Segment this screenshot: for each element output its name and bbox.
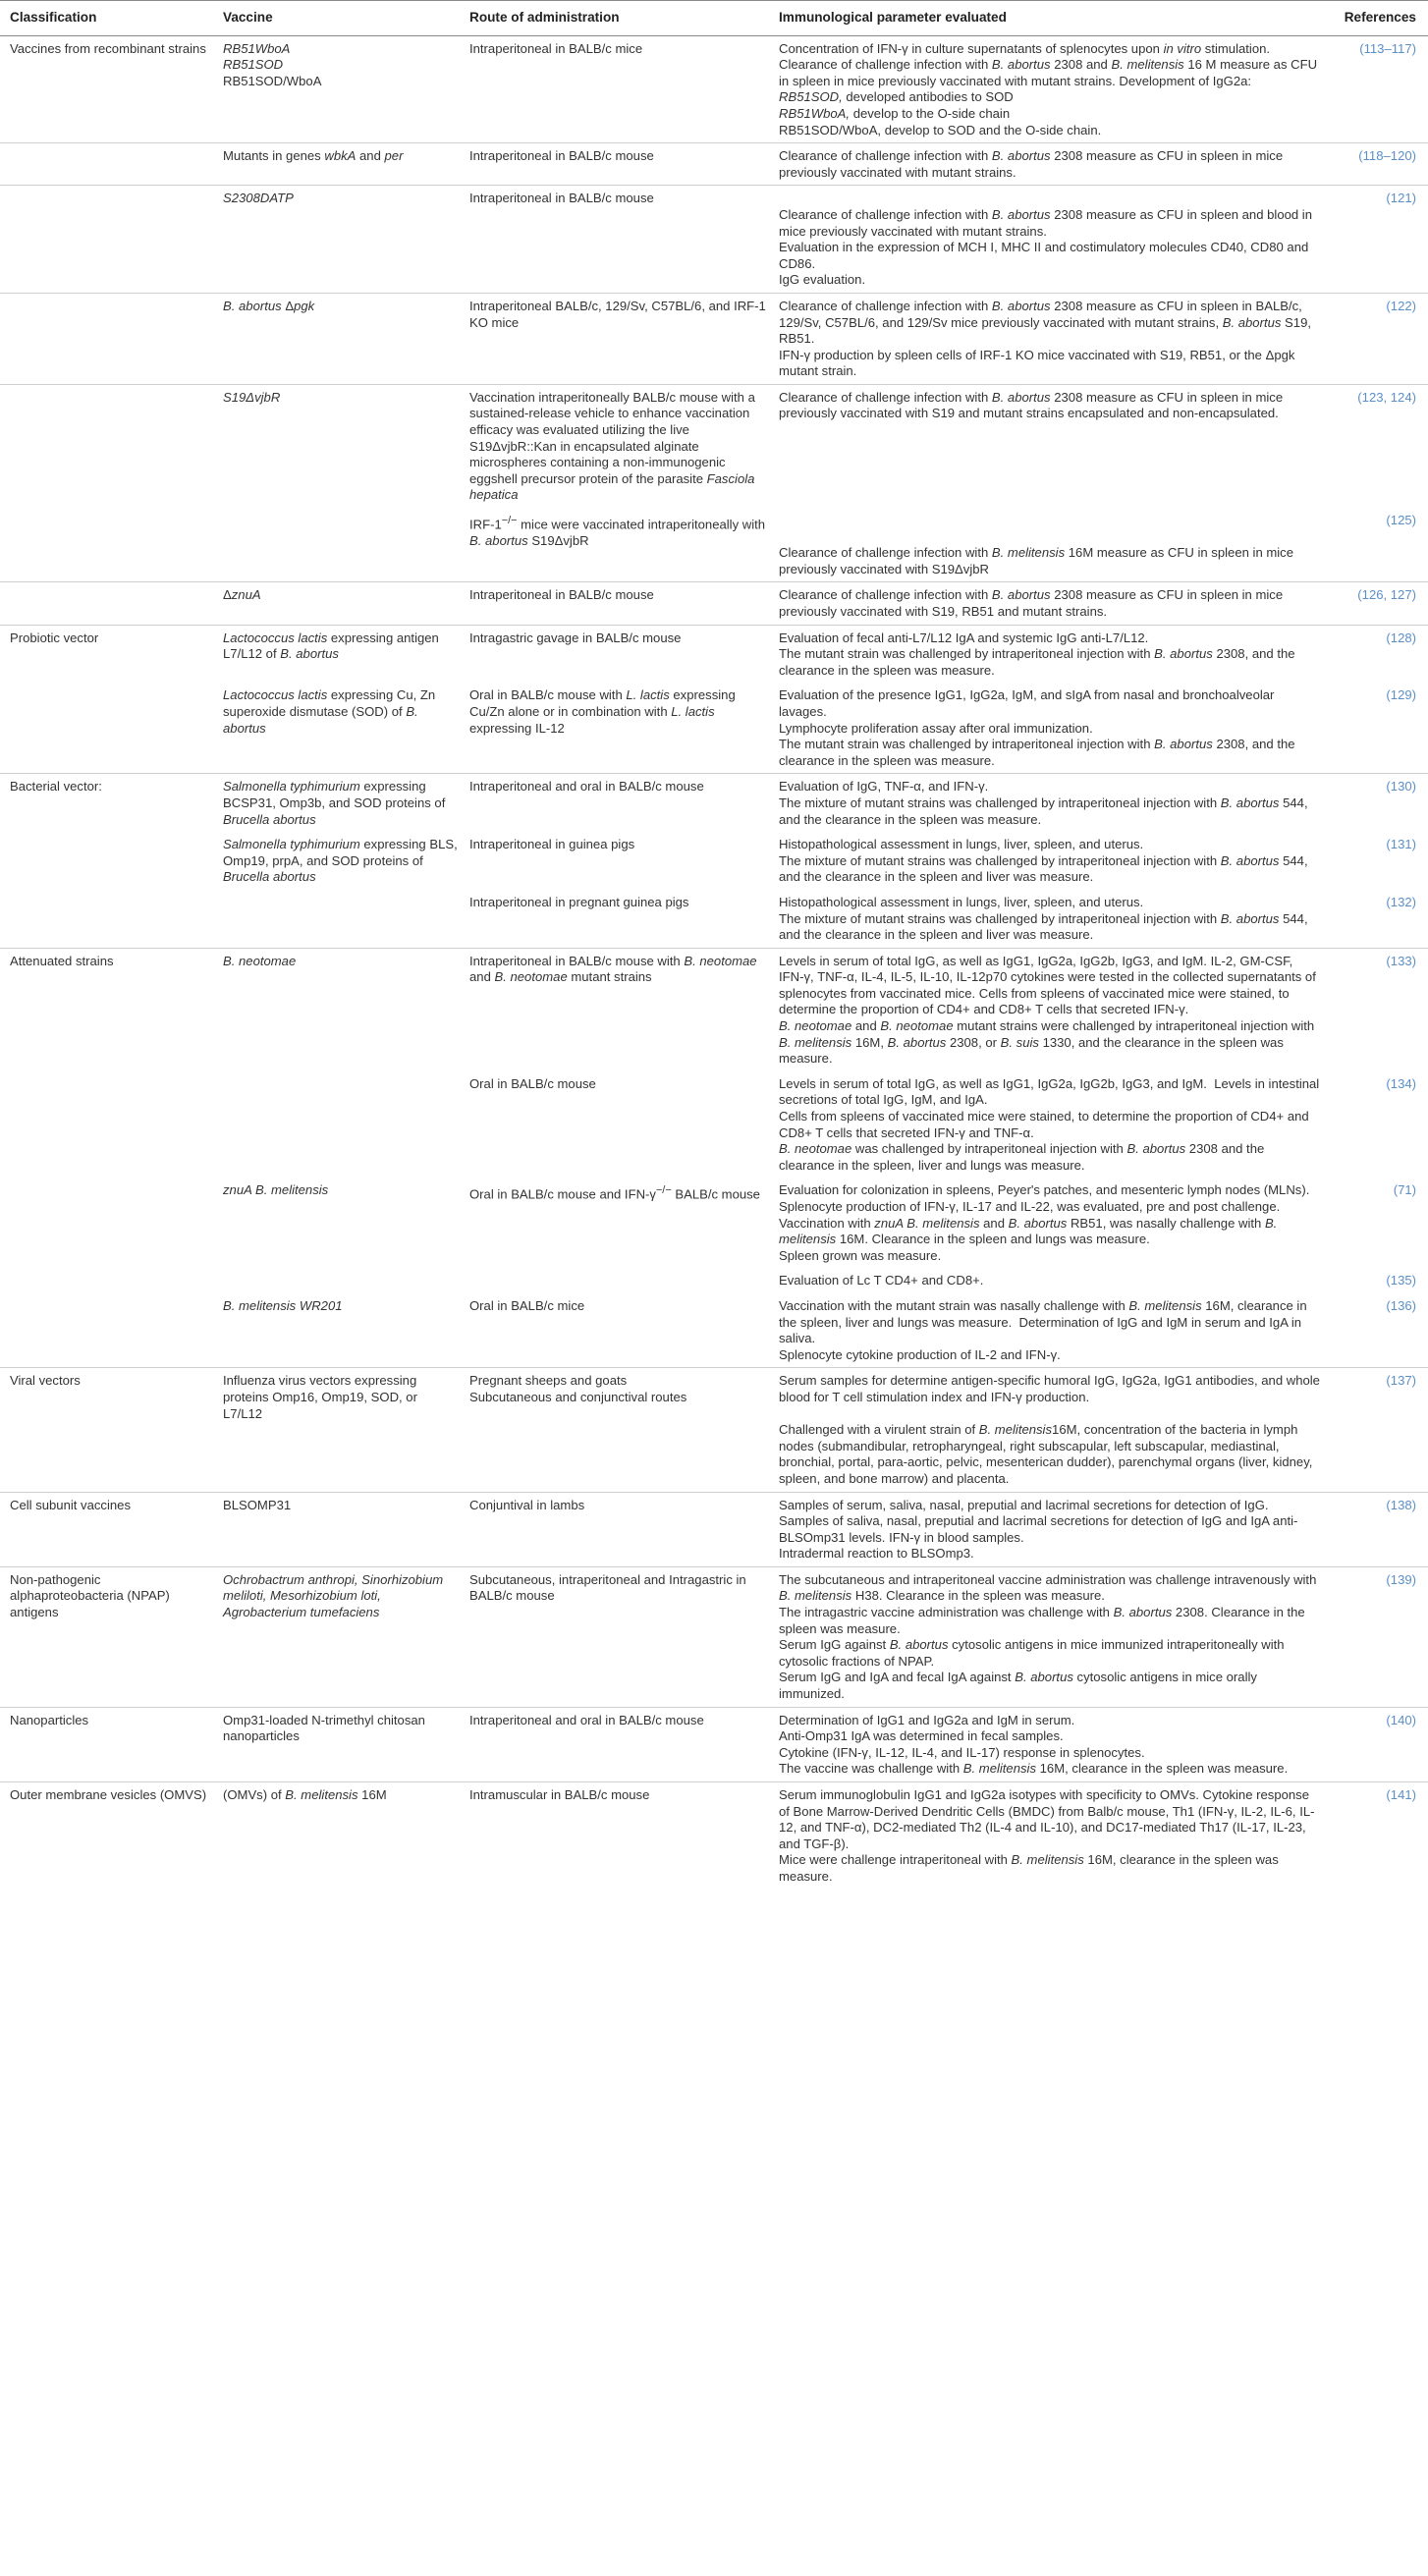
table-row <box>0 1492 1428 1566</box>
cell-classification: Probiotic vector <box>10 630 99 645</box>
table-row <box>0 832 1428 890</box>
cell-classification <box>0 832 213 890</box>
cell-route: Intraperitoneal and oral in BALB/c mouse <box>469 779 704 795</box>
cell-route: Intraperitoneal and oral in BALB/c mouse <box>460 1707 769 1781</box>
table-row <box>0 143 1428 186</box>
cell-classification: Cell subunit vaccines <box>0 1492 213 1566</box>
table-row <box>0 1566 1428 1707</box>
cell-references[interactable]: (130) <box>1386 779 1416 795</box>
cell-references[interactable]: (138) <box>1320 1492 1428 1566</box>
cell-references[interactable]: (128) <box>1386 630 1416 645</box>
cell-references[interactable]: (126, 127) <box>1320 582 1428 625</box>
cell-references[interactable]: (132) <box>1320 890 1428 948</box>
table-header <box>0 1 1428 36</box>
cell-vaccine: (OMVs) of B. melitensis 16M <box>223 1787 387 1802</box>
cell-classification: Outer membrane vesicles (OMVS) <box>10 1787 207 1802</box>
cell-route <box>460 1268 769 1293</box>
cell-route: Subcutaneous, intraperitoneal and Intragastric in BALB/c mouse <box>460 1566 769 1707</box>
cell-classification: Nanoparticles <box>0 1707 213 1781</box>
cell-parameter: Evaluation of Lc T CD4+ and CD8+. <box>779 1273 984 1288</box>
cell-route: Intraperitoneal BALB/c, 129/Sv, C57BL/6, and IRF-1 KO mice <box>460 293 769 384</box>
table-row <box>0 1268 1428 1293</box>
cell-classification <box>0 1268 213 1293</box>
cell-classification <box>0 384 213 508</box>
cell-references[interactable]: (113–117) <box>1320 35 1428 143</box>
cell-references[interactable]: (125) <box>1320 508 1428 582</box>
table-row <box>0 582 1428 625</box>
cell-parameter: Histopathological assessment in lungs, liver, spleen, and uterus. The mixture of mutant strains was challenged by intraperitoneal injection with B. abortus 544, and the clearance in the spleen and liver was measure. <box>779 837 1308 885</box>
cell-route: Intraperitoneal in BALB/c mouse <box>460 143 769 186</box>
cell-references[interactable]: (139) <box>1320 1566 1428 1707</box>
table-row <box>0 890 1428 948</box>
cell-parameter: Clearance of challenge infection with B. abortus 2308 measure as CFU in spleen in mice previously vaccinated with mutant strains. <box>769 143 1320 186</box>
cell-references[interactable]: (140) <box>1320 1707 1428 1781</box>
cell-references[interactable]: (133) <box>1386 953 1416 968</box>
header-classification: Classification <box>0 1 213 36</box>
cell-parameter: Samples of serum, saliva, nasal, preputial and lacrimal secretions for detection of IgG. Samples of saliva, nasal, preputial and lacrimal secretions for detection of IgG and IgA anti-BLSOmp31 levels. IFN-γ in blood samples. Intradermal reaction to BLSOmp3. <box>769 1492 1320 1566</box>
table-row <box>0 1293 1428 1368</box>
cell-parameter: Clearance of challenge infection with B. abortus 2308 measure as CFU in spleen in BALB/c, 129/Sv, C57BL/6, and 129/Sv mice previously vaccinated with mutant strains, B. abortus S19, RB51. IFN-γ production by spleen cells of IRF-1 KO mice vaccinated with S19, RB51, or the Δpgk mutant strain. <box>769 293 1320 384</box>
cell-route: Intraperitoneal in BALB/c mouse <box>460 582 769 625</box>
cell-route: Intraperitoneal in BALB/c mouse with B. neotomae and B. neotomae mutant strains <box>469 953 757 985</box>
table-row <box>0 1178 1428 1268</box>
cell-parameter: Levels in serum of total IgG, as well as IgG1, IgG2a, IgG2b, IgG3, and IgM. IL-2, GM-CSF, IFN-γ, TNF-α, IL-4, IL-5, IL-10, IL-12p70 cytokines were tested in the collected supernatants of splenocytes from vaccinated mice. Cells from spleens of vaccinated mice were stained, to determine the proportion of CD4+ and CD8+ T cells that secreted IFN-γ. B. neotomae and B. neotomae mutant strains were challenged by intraperitoneal injection with B. melitensis 16M, B. abortus 2308, or B. suis 1330, and the clearance in the spleen was measure. <box>779 953 1316 1067</box>
table-row <box>0 384 1428 508</box>
table-body <box>0 35 1428 1889</box>
cell-classification <box>0 1178 213 1268</box>
cell-references[interactable]: (141) <box>1386 1787 1416 1802</box>
cell-route: Conjuntival in lambs <box>460 1492 769 1566</box>
cell-parameter: Clearance of challenge infection with B. abortus 2308 measure as CFU in spleen in mice previously vaccinated with S19 and mutant strains encapsulated and non-encapsulated. <box>779 389 1284 421</box>
cell-route: Intramuscular in BALB/c mouse <box>469 1787 650 1802</box>
header-references: References <box>1320 1 1428 36</box>
cell-route: Intraperitoneal in guinea pigs <box>469 837 635 852</box>
cell-classification <box>0 508 213 582</box>
table-row <box>0 1782 1428 1890</box>
header-route: Route of administration <box>460 1 769 36</box>
cell-vaccine: B. abortus Δpgk <box>213 293 460 384</box>
cell-classification <box>0 293 213 384</box>
cell-vaccine: B. neotomae <box>223 953 297 968</box>
cell-references[interactable]: (123, 124) <box>1357 389 1416 405</box>
cell-classification: Attenuated strains <box>10 953 114 968</box>
header-parameter: Immunological parameter evaluated <box>769 1 1320 36</box>
cell-parameter: Clearance of challenge infection with B. abortus 2308 measure as CFU in spleen in mice previously vaccinated with S19, RB51 and mutant strains. <box>769 582 1320 625</box>
cell-references[interactable]: (134) <box>1386 1075 1416 1091</box>
table-row <box>0 683 1428 773</box>
cell-classification: Viral vectors <box>0 1368 213 1492</box>
cell-vaccine: RB51WboA RB51SOD RB51SOD/WboA <box>213 35 460 143</box>
cell-route: Oral in BALB/c mouse <box>469 1075 596 1091</box>
cell-vaccine: Influenza virus vectors expressing proteins Omp16, Omp19, SOD, or L7/L12 <box>213 1368 460 1492</box>
cell-classification: Bacterial vector: <box>10 779 102 795</box>
cell-parameter: Clearance of challenge infection with B. abortus 2308 measure as CFU in spleen and blood in mice previously vaccinated with mutant strains. Evaluation in the expression of MCH I, MHC II and costimulatory molecules CD40, CD80 and CD86. IgG evaluation. <box>769 186 1320 294</box>
cell-route: Intraperitoneal in BALB/c mice <box>460 35 769 143</box>
cell-route: Oral in BALB/c mouse with L. lactis expressing Cu/Zn alone or in combination with L. lactis expressing IL-12 <box>460 683 769 773</box>
cell-classification: Vaccines from recombinant strains <box>0 35 213 143</box>
cell-vaccine <box>213 1268 460 1293</box>
cell-parameter: Evaluation of IgG, TNF-α, and IFN-γ. The mixture of mutant strains was challenged by intraperitoneal injection with B. abortus 544, and the clearance in the spleen was measure. <box>779 779 1308 827</box>
cell-parameter: Levels in serum of total IgG, as well as IgG1, IgG2a, IgG2b, IgG3, and IgM. Levels in intestinal secretions of total IgG, IgM, and IgA. Cells from spleens of vaccinated mice were stained, to determine the proportion of CD4+ and CD8+ T cells that secreted IFN-γ and TNF-α. B. neotomae was challenged by intraperitoneal injection with B. abortus 2308 and the clearance in the spleen, liver and lungs was measure. <box>779 1075 1320 1173</box>
cell-classification <box>0 1071 213 1178</box>
header-vaccine: Vaccine <box>213 1 460 36</box>
table-row <box>0 948 1428 1071</box>
cell-parameter: Determination of IgG1 and IgG2a and IgM in serum. Anti-Omp31 IgA was determined in fecal samples. Cytokine (IFN-γ, IL-12, IL-4, and IL-17) response in splenocytes. The vaccine was challenge with B. melitensis 16M, clearance in the spleen was measure. <box>769 1707 1320 1781</box>
cell-references[interactable]: (71) <box>1393 1182 1416 1198</box>
cell-parameter: Vaccination with the mutant strain was nasally challenge with B. melitensis 16M, clearance in the spleen, liver and lungs was measure. Determination of IgG and IgM in serum and IgA in saliva. Splenocyte cytokine production of IL-2 and IFN-γ. <box>769 1293 1320 1368</box>
cell-vaccine: Salmonella typhimurium expressing BLS, Omp19, prpA, and SOD proteins of Brucella abortus <box>223 837 458 885</box>
cell-route: Oral in BALB/c mice <box>460 1293 769 1368</box>
cell-parameter: Serum samples for determine antigen-specific humoral IgG, IgG2a, IgG1 antibodies, and whole blood for T cell stimulation index and IFN-γ production. Challenged with a virulent strain of B. melitensis16M, concentration of the bacteria in lymph nodes (submandibular, retropharyngeal, right subscapular, left subscapular, mediastinal, bronchial, portal, para-aortic, pelvic, mesenterican dudder), parenchymal organs (liver, kidney, spleen, and bone marrow) and placenta. <box>769 1368 1320 1492</box>
cell-route: Intragastric gavage in BALB/c mouse <box>469 630 682 645</box>
cell-vaccine: Lactococcus lactis expressing Cu, Zn superoxide dismutase (SOD) of B. abortus <box>213 683 460 773</box>
cell-references[interactable]: (131) <box>1386 837 1416 852</box>
cell-route: Vaccination intraperitoneally BALB/c mouse with a sustained-release vehicle to enhance vaccination efficacy was evaluated utilizing the live S19ΔvjbR::Kan in encapsulated alginate microspheres containing a non-immunogenic eggshell precursor protein of the parasite Fasciola hepatica <box>469 389 755 503</box>
cell-classification <box>0 1293 213 1368</box>
table-row <box>0 186 1428 294</box>
cell-vaccine <box>213 890 460 948</box>
cell-vaccine: S2308DATP <box>213 186 460 294</box>
cell-route: Intraperitoneal in BALB/c mouse <box>460 186 769 294</box>
cell-vaccine: Omp31-loaded N-trimethyl chitosan nanoparticles <box>213 1707 460 1781</box>
cell-route: Oral in BALB/c mouse and IFN-γ−/− BALB/c mouse <box>469 1184 760 1202</box>
cell-vaccine: S19ΔvjbR <box>223 389 281 405</box>
table-row <box>0 774 1428 832</box>
cell-route: Pregnant sheeps and goats Subcutaneous and conjunctival routes <box>460 1368 769 1492</box>
cell-parameter: Evaluation for colonization in spleens, Peyer's patches, and mesenteric lymph nodes (MLNs). Splenocyte production of IFN-γ, IL-17 and IL-22, was evaluated, pre and post challenge. Vaccination with znuA B. melitensis and B. abortus RB51, was nasally challenge with B. melitensis 16M. Clearance in the spleen and lungs was measure. Spleen grown was measure. <box>779 1182 1310 1263</box>
cell-vaccine: ΔznuA <box>213 582 460 625</box>
cell-vaccine: Salmonella typhimurium expressing BCSP31, Omp3b, and SOD proteins of Brucella abortus <box>223 779 446 827</box>
cell-parameter: Histopathological assessment in lungs, liver, spleen, and uterus. The mixture of mutant strains was challenged by intraperitoneal injection with B. abortus 544, and the clearance in the spleen and liver was measure. <box>769 890 1320 948</box>
table-row <box>0 1071 1428 1178</box>
cell-classification <box>0 186 213 294</box>
cell-references[interactable]: (122) <box>1320 293 1428 384</box>
cell-vaccine <box>213 1071 460 1178</box>
cell-references[interactable]: (137) <box>1320 1368 1428 1492</box>
cell-vaccine: B. melitensis WR201 <box>213 1293 460 1368</box>
cell-vaccine <box>213 508 460 582</box>
table-row <box>0 625 1428 683</box>
header-row <box>0 1 1428 36</box>
cell-vaccine: Lactococcus lactis expressing antigen L7/L12 of B. abortus <box>223 630 439 662</box>
cell-references[interactable]: (129) <box>1320 683 1428 773</box>
cell-route: IRF-1−/− mice were vaccinated intraperitoneally with B. abortus S19ΔvjbR <box>460 508 769 582</box>
cell-references[interactable]: (121) <box>1320 186 1428 294</box>
cell-vaccine: znuA B. melitensis <box>223 1182 329 1198</box>
cell-classification <box>0 143 213 186</box>
cell-vaccine: BLSOMP31 <box>213 1492 460 1566</box>
cell-references[interactable]: (136) <box>1320 1293 1428 1368</box>
cell-classification: Non-pathogenic alphaproteobacteria (NPAP) antigens <box>0 1566 213 1707</box>
cell-vaccine: Ochrobactrum anthropi, Sinorhizobium meliloti, Mesorhizobium loti, Agrobacterium tumefaciens <box>213 1566 460 1707</box>
cell-parameter: Evaluation of the presence IgG1, IgG2a, IgM, and sIgA from nasal and bronchoalveolar lavages. Lymphocyte proliferation assay after oral immunization. The mutant strain was challenged by intraperitoneal injection with B. abortus 2308, and the clearance in the spleen was measure. <box>769 683 1320 773</box>
cell-vaccine: Mutants in genes wbkA and per <box>213 143 460 186</box>
table-row <box>0 1707 1428 1781</box>
cell-classification <box>0 683 213 773</box>
cell-classification <box>0 890 213 948</box>
cell-parameter: Clearance of challenge infection with B. melitensis 16M measure as CFU in spleen in mice previously vaccinated with S19ΔvjbR <box>769 508 1320 582</box>
cell-parameter: Serum immunoglobulin IgG1 and IgG2a isotypes with specificity to OMVs. Cytokine response of Bone Marrow-Derived Dendritic Cells (BMDC) from Balb/c mouse, Th1 (IFN-γ, IL-2, IL-6, IL-12, and TNF-α), DC2-mediated Th2 (IL-4 and IL-10), and DC17-mediated Th17 (IL-17, IL-23, and TGF-β). Mice were challenge intraperitoneal with B. melitensis 16M, clearance in the spleen was measure. <box>779 1787 1315 1884</box>
table-row <box>0 35 1428 143</box>
cell-route: Intraperitoneal in pregnant guinea pigs <box>460 890 769 948</box>
cell-parameter: Concentration of IFN-γ in culture supernatants of splenocytes upon in vitro stimulation. Clearance of challenge infection with B. abortus 2308 and B. melitensis 16 M measure as CFU in spleen in mice previously vaccinated with mutant strains. Development of IgG2a: RB51SOD, developed antibodies to SOD RB51WboA, develop to the O-side chain RB51SOD/WboA, develop to SOD and the O-side chain. <box>769 35 1320 143</box>
cell-parameter: The subcutaneous and intraperitoneal vaccine administration was challenge intravenously with B. melitensis H38. Clearance in the spleen was measure. The intragastric vaccine administration was challenge with B. abortus 2308. Clearance in the spleen was measure. Serum IgG against B. abortus cytosolic antigens in mice immunized intraperitoneally with cytosolic fractions of NPAP. Serum IgG and IgA and fecal IgA against B. abortus cytosolic antigens in mice orally immunized. <box>769 1566 1320 1707</box>
table-row <box>0 293 1428 384</box>
cell-classification <box>0 582 213 625</box>
cell-references[interactable]: (118–120) <box>1320 143 1428 186</box>
cell-parameter: Evaluation of fecal anti-L7/L12 IgA and systemic IgG anti-L7/L12. The mutant strain was challenged by intraperitoneal injection with B. abortus 2308, and the clearance in the spleen was measure. <box>779 630 1295 678</box>
cell-references[interactable]: (135) <box>1386 1273 1416 1288</box>
table-row <box>0 508 1428 582</box>
table-row <box>0 1368 1428 1492</box>
